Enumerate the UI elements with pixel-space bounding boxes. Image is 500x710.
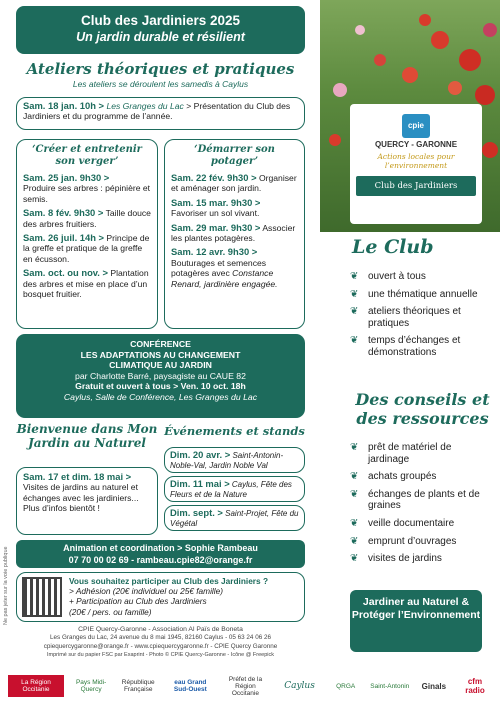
qr-code[interactable] [22, 577, 62, 617]
intro-event-place: Les Granges du Lac [106, 101, 184, 111]
logo-cfm: cfm radio [465, 677, 485, 695]
event-extra: Constance Renard, jardinière engagée. [171, 268, 278, 289]
footer-line-3[interactable]: cpiequercygaronne@orange.fr - www.cpiequercygaronne.fr - CPIE Quercy Garonne [43, 642, 278, 650]
vertical-note: Ne pas jeter sur la voie publique [3, 546, 9, 625]
participate-question: Vous souhaitez participer au Club des Jardiniers ? [69, 576, 269, 586]
conference-title-2: CLIMATIQUE AU JARDIN [109, 360, 212, 371]
logo-saint-antonin: Saint-Antonin [370, 682, 410, 690]
evenements-title: Événements et stands [164, 424, 305, 438]
evenement-date: Dim. 11 mai > [170, 478, 230, 489]
event-date: Sam. 26 juil. 14h > [23, 232, 105, 244]
animation-line-2: 07 70 00 02 69 - rambeau.cpie82@orange.fr [68, 554, 253, 565]
page-subtitle: Un jardin durable et résilient [76, 30, 245, 44]
participate-line-1: > Adhésion (20€ individuel ou 25€ famille) [69, 586, 223, 597]
leaf-icon: ❦ [350, 517, 359, 529]
badge-org: QUERCY - GARONNE [374, 140, 458, 149]
jardiner-banner: Jardiner au Naturel & Protéger l’Environnement [350, 590, 482, 652]
animation-line-1: Animation et coordination > Sophie Rambeau [63, 543, 258, 553]
jardin-naturel-title [16, 422, 158, 450]
potager-box [164, 139, 305, 329]
ateliers-subtitle: Les ateliers se déroulent les samedis à Caylus [72, 79, 249, 89]
intro-event-text: > Présentation du Club des Jardiniers et du programme de l’année. [23, 101, 291, 122]
evenements-box-3 [164, 505, 305, 531]
event-date: Sam. 25 jan. 9h30 > [23, 172, 110, 183]
evenement-text: Saint-Antonin-Noble-Val, Jardin Noble Val [170, 451, 284, 470]
event-date: Sam. 15 mar. 9h30 > [171, 196, 261, 208]
footer-line-4: Imprimé sur du papier FSC par Exaprint - Photo © CPIE Quercy-Garonne - Icône @ Freepick [47, 651, 274, 658]
leaf-icon: ❦ [350, 288, 359, 300]
evenement-date: Dim. sept. > [170, 507, 223, 518]
badge-club: Club des Jardiniers [356, 176, 476, 196]
verger-event [23, 173, 151, 204]
verger-event [23, 233, 151, 264]
jardin-date: Sam. 17 et dim. 18 mai > [23, 471, 132, 482]
leaf-icon: ❦ [350, 535, 359, 547]
participate-line-2: + Participation au Club des Jardiniers [69, 596, 207, 607]
list-item: ❦ prêt de matériel de jardinage [350, 442, 452, 465]
jardin-text: Visites de jardins au naturel et échanges avec les jardiniers... Plus d’infos bientôt ! [23, 482, 139, 514]
event-date: Sam. 12 avr. 9h30 > [171, 246, 258, 258]
logo-midi-quercy: Pays Midi-Quercy [75, 679, 107, 693]
list-item: ❦ ouvert à tous [350, 271, 426, 282]
event-date: Sam. 29 mar. 9h30 > [171, 221, 261, 233]
potager-event [171, 223, 298, 244]
footer-line-1: CPIE Quercy-Garonne - Association Al Païs de Boneta [78, 626, 243, 633]
conference-title-1: LES ADAPTATIONS AU CHANGEMENT [80, 349, 241, 360]
jardin-title-1: Bienvenue dans Mon [16, 422, 158, 436]
logo-eau: eau Grand Sud-Ouest [173, 679, 207, 693]
event-text: Produire ses arbres : pépinière et semis. [23, 183, 151, 204]
badge-tagline: Actions locales pour l’environnement [377, 152, 455, 170]
footer [16, 626, 305, 659]
intro-event-box [16, 97, 305, 130]
verger-event [23, 268, 151, 299]
list-item: ❦ temps d’échanges et démonstrations [350, 335, 461, 358]
page-title: Club des Jardiniers 2025 [80, 13, 241, 28]
animation-banner [16, 540, 305, 568]
le-club-list [350, 271, 495, 365]
intro-event-date: Sam. 18 jan. 10h > [23, 100, 105, 111]
event-date: Sam. 8 fév. 9h30 > [23, 207, 104, 219]
logo-ginals: Ginals [421, 681, 447, 691]
event-text: Plantation des arbres et mise en place d’un bosquet fruitier. [23, 268, 149, 300]
logo-republique: République Française [121, 679, 155, 693]
list-item: ❦ échanges de plants et de graines [350, 488, 480, 512]
cpie-badge [350, 104, 482, 224]
list-item: ❦ emprunt d’ouvrages [350, 535, 457, 547]
list-item: ❦ veille documentaire [350, 517, 455, 529]
potager-event [171, 173, 298, 194]
conference-speaker: par Charlotte Barré, paysagiste au CAUE 82 [75, 370, 246, 381]
event-text: Organiser et aménager son jardin. [171, 173, 297, 194]
logo-caylus: Caylus [284, 681, 315, 691]
evenements-box-1 [164, 447, 305, 473]
leaf-icon: ❦ [350, 335, 359, 347]
potager-title: ‘Démarrer son potager’ [194, 144, 275, 167]
partner-logos [8, 666, 492, 706]
evenement-text: Saint-Projet, Fête du Végétal [170, 509, 299, 528]
event-date: Sam. oct. ou nov. > [23, 267, 108, 279]
logo-qrga: QRGA [336, 682, 356, 690]
right-column [320, 0, 500, 710]
verger-title: ‘Créer et entretenir son verger’ [32, 144, 142, 167]
leaf-icon: ❦ [350, 271, 359, 282]
evenements-box-2 [164, 476, 305, 502]
potager-event [171, 198, 298, 219]
logo-prefet: Préfet de la Région Occitanie [228, 675, 263, 697]
ateliers-title: Ateliers théoriques et pratiques [26, 60, 295, 78]
leaf-icon: ❦ [350, 488, 359, 500]
event-text: Bouturages et semences potagères avec [171, 257, 267, 279]
le-club-title: Le Club [352, 236, 434, 258]
evenement-date: Dim. 20 avr. > [170, 449, 231, 460]
event-text: Taille douce des arbres fruitiers. [23, 208, 151, 229]
evenement-text: Caylus, Fête des Fleurs et de la Nature [170, 480, 292, 499]
jardin-naturel-box [16, 467, 158, 535]
leaf-icon: ❦ [350, 442, 359, 453]
leaf-icon: ❦ [350, 553, 359, 565]
conseils-list [350, 442, 495, 571]
leaf-icon: ❦ [350, 306, 359, 318]
list-item: ❦ visites de jardins [350, 553, 442, 565]
verger-box [16, 139, 158, 329]
logo-occitanie: La Région Occitanie [8, 675, 64, 697]
conseils-title: Des conseils et des ressources [355, 390, 490, 428]
footer-line-2: Les Granges du Lac, 24 avenue du 8 mai 1945, 82160 Caylus - 05 63 24 06 26 [50, 634, 271, 642]
participate-line-3: (20€ / pers. ou famille) [69, 606, 152, 617]
conference-place: Caylus, Salle de Conférence, Les Granges du Lac [63, 391, 258, 402]
event-text: Principe de la greffe et pratique de la greffe en écusson. [23, 233, 150, 264]
potager-event [171, 247, 298, 289]
event-text: Associer les plantes potagères. [171, 222, 296, 244]
event-text: Favoriser un sol vivant. [171, 208, 260, 219]
verger-event [23, 208, 151, 229]
list-item: ❦ une thématique annuelle [350, 288, 478, 300]
list-item: ❦ achats groupés [350, 471, 437, 483]
event-date: Sam. 22 fév. 9h30 > [171, 172, 257, 183]
conference-label: CONFÉRENCE [130, 339, 191, 349]
header-banner [16, 6, 305, 54]
list-item: ❦ ateliers théoriques et pratiques [350, 306, 461, 329]
participate-box [16, 572, 305, 622]
leaf-icon: ❦ [350, 471, 359, 483]
conference-banner [16, 334, 305, 418]
ateliers-section [16, 60, 305, 89]
jardin-title-2: Jardin au Naturel [28, 436, 146, 450]
cpie-logo-icon: cpie [402, 114, 430, 138]
conference-date: Gratuit et ouvert à tous > Ven. 10 oct. 18h [75, 381, 246, 392]
